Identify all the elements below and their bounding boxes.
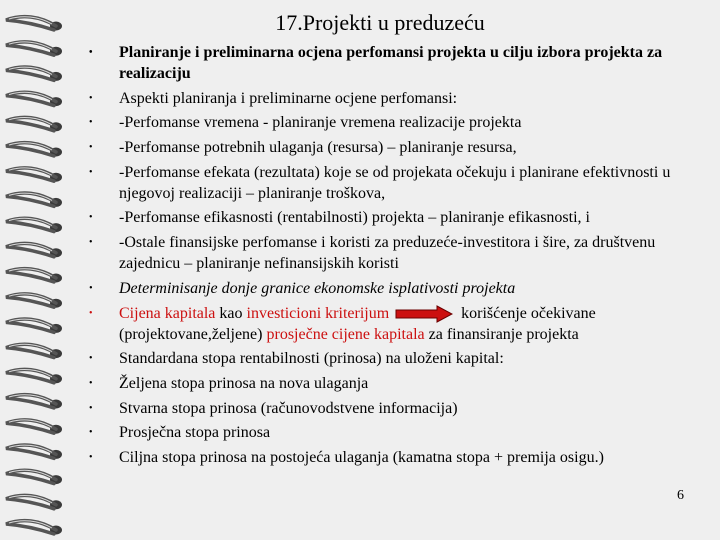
spiral-ring [6,369,62,383]
cost-of-capital-label: Cijena kapitala [119,304,216,322]
item-text: korišćenje očekivane (projektovane,željene) [119,304,596,343]
spiral-ring [6,193,62,207]
spiral-ring [6,420,62,434]
spiral-ring [6,470,62,484]
average-cost-label: prosječne cijene kapitala [266,325,425,343]
bullet-icon: • [89,353,93,365]
item-text: Prosječna stopa prinosa [119,424,271,442]
list-item [86,112,686,133]
item-text: za finansiranje projekta [424,325,579,343]
list-item [86,42,686,84]
spiral-ring [6,395,62,409]
list-item [86,373,686,394]
spiral-ring [6,269,62,283]
list-item [86,422,686,443]
list-item [86,207,686,228]
bullet-icon: • [89,92,93,104]
bullet-icon: • [89,427,93,439]
bullet-icon: • [89,212,93,224]
list-item [86,348,686,369]
item-text: -Perfomanse efekata (rezultata) koje se od projekata očekuju i planirane efektivnosti u njegovoj realizaciji – planiranje troškova, [119,163,671,202]
spiral-ring [6,294,62,308]
spiral-ring [6,495,62,509]
item-text: Standardana stopa rentabilnosti (prinosa) na uloženi kapital: [119,350,504,368]
list-item [86,278,686,299]
item-text: Željena stopa prinosa na nova ulaganja [119,374,369,392]
bullet-icon: • [89,307,93,319]
item-text: Ciljna stopa prinosa na postojeća ulaganja (kamatna stopa + premija osigu.) [119,448,604,466]
right-arrow-icon [395,305,453,323]
item-text: Determinisanje donje granice ekonomske isplativosti projekta [119,279,516,297]
list-item [86,162,686,204]
spiral-ring [6,243,62,257]
bullet-icon: • [89,451,93,463]
bullet-icon: • [89,282,93,294]
spiral-binding [0,0,82,540]
page-number: 6 [677,488,684,503]
list-item [86,447,686,468]
bullet-icon: • [89,377,93,389]
item-text: kao [215,304,247,322]
spiral-ring [6,521,62,535]
bullet-icon: • [89,47,93,58]
spiral-ring [6,319,62,333]
cost-of-capital-item [86,303,686,345]
bullet-icon: • [89,142,93,154]
item-text: Stvarna stopa prinosa (računovodstvene informacija) [119,399,458,417]
spiral-ring [6,445,62,459]
item-text: -Perfomanse efikasnosti (rentabilnosti) projekta – planiranje efikasnosti, i [119,209,590,227]
item-text: Aspekti planiranja i preliminarne ocjene perfomansi: [119,89,458,107]
spiral-ring [6,117,62,131]
bullet-icon: • [89,402,93,414]
slide-title: 17.Projekti u preduzeću [275,10,485,35]
list-item [86,232,686,274]
bullet-icon: • [89,166,93,178]
bullet-list [86,42,686,472]
bullet-icon: • [89,237,93,249]
item-text: -Perfomanse vremena - planiranje vremena realizacije projekta [119,114,522,132]
spiral-ring [6,42,62,56]
bullet-icon: • [89,117,93,129]
list-item [86,88,686,109]
item-text: -Perfomanse potrebnih ulaganja (resursa) – planiranje resursa, [119,139,517,157]
item-text: Planiranje i preliminarna ocjena perfomansi projekta u cilju izbora projekta za realizaciju [119,44,663,82]
spiral-ring [6,143,62,157]
spiral-ring [6,344,62,358]
spiral-ring [6,92,62,106]
spiral-ring [6,218,62,232]
spiral-ring [6,168,62,182]
item-text: -Ostale finansijske perfomanse i koristi za preduzeće-investitora i šire, za društvenu zajednicu – planiranje nefinansijskih koristi [119,234,656,273]
spiral-ring [6,67,62,81]
list-item [86,398,686,419]
list-item [86,137,686,158]
investment-criterion-label: investicioni kriterijum [246,304,390,322]
